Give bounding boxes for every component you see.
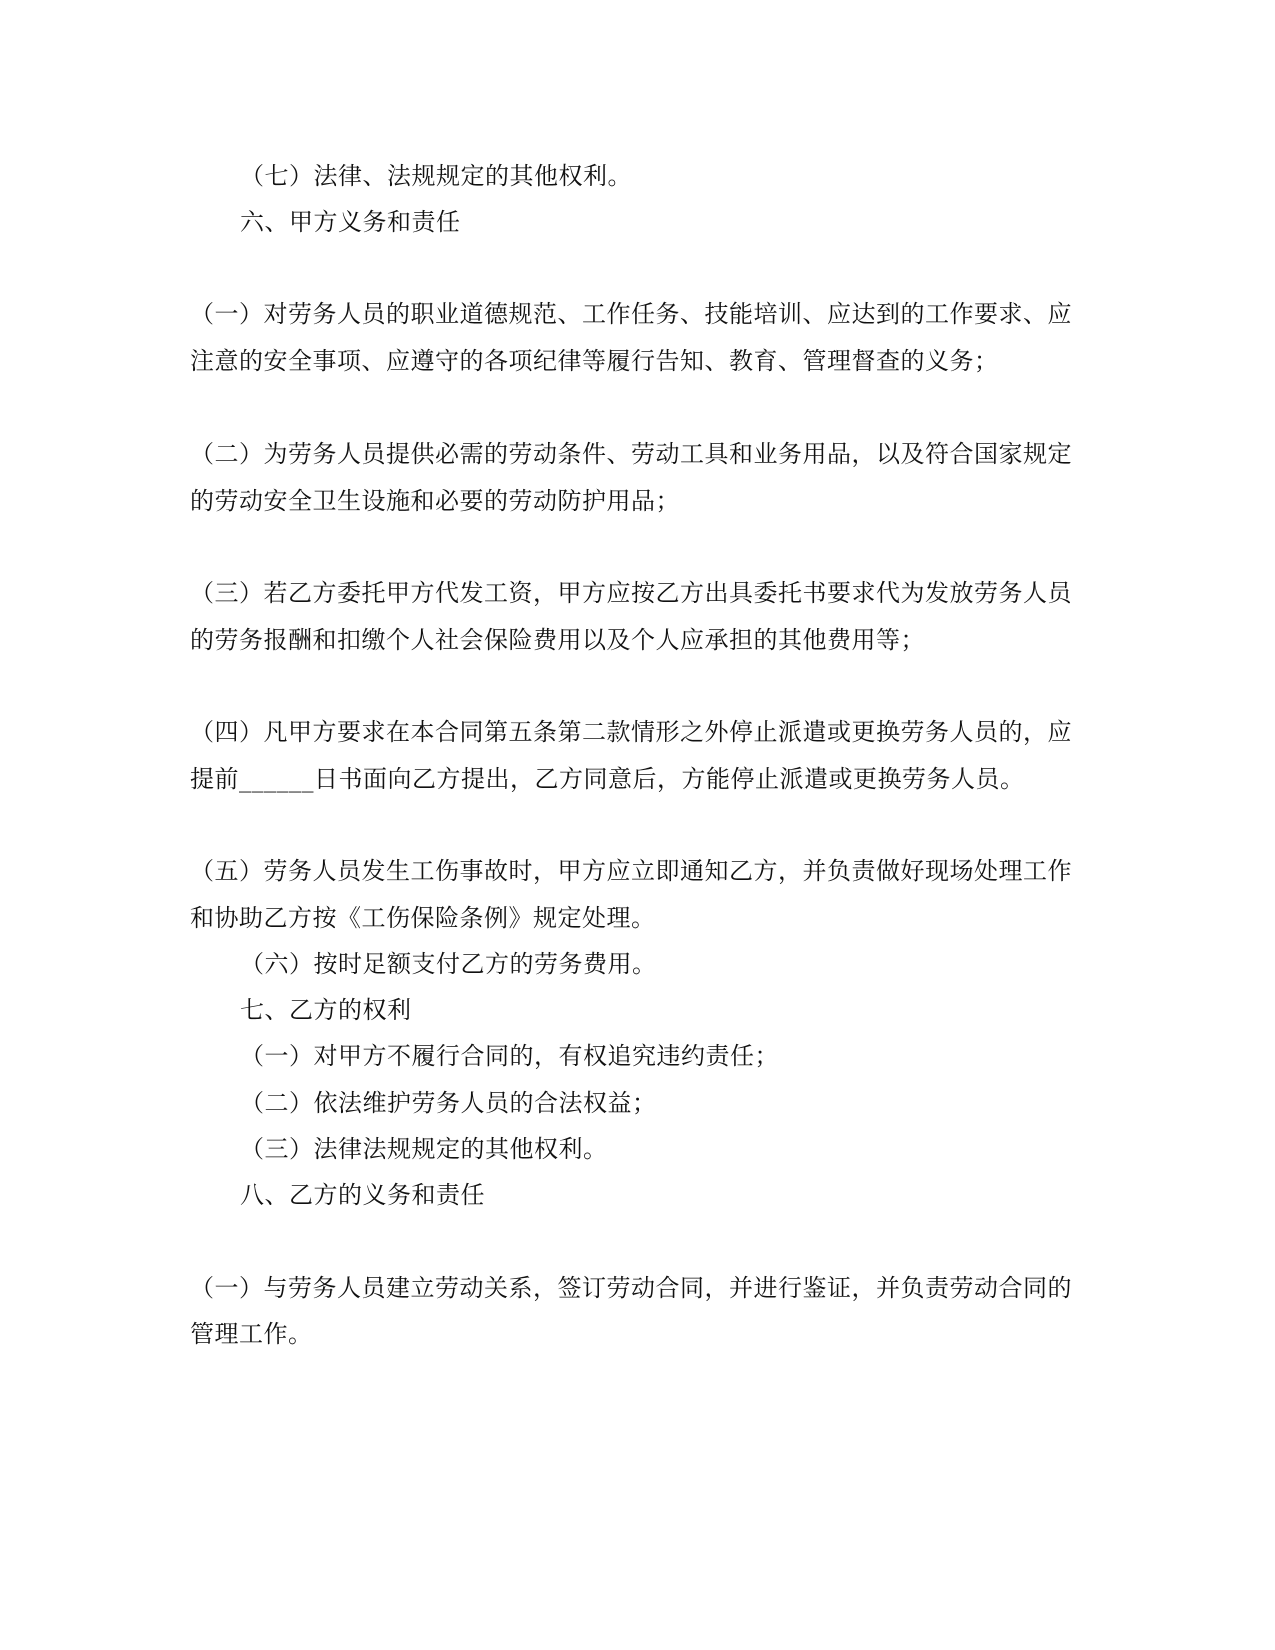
section-heading: 六、甲方义务和责任 xyxy=(240,208,461,236)
section-heading: 七、乙方的权利 xyxy=(240,996,412,1024)
clause-line: 提前______日书面向乙方提出，乙方同意后，方能停止派遣或更换劳务人员。 xyxy=(190,765,1025,793)
clause-line: （六）按时足额支付乙方的劳务费用。 xyxy=(240,950,657,978)
clause-line: （一）对甲方不履行合同的，有权追究违约责任； xyxy=(240,1042,779,1070)
clause-line: （二）依法维护劳务人员的合法权益； xyxy=(240,1089,657,1117)
clause-line: （一）对劳务人员的职业道德规范、工作任务、技能培训、应达到的工作要求、应 xyxy=(190,300,1072,328)
clause-line: （三）法律法规规定的其他权利。 xyxy=(240,1135,608,1163)
section-heading: 八、乙方的义务和责任 xyxy=(240,1181,485,1209)
clause-line: （五）劳务人员发生工伤事故时，甲方应立即通知乙方，并负责做好现场处理工作 xyxy=(190,857,1072,885)
clause-line: （一）与劳务人员建立劳动关系，签订劳动合同，并进行鉴证，并负责劳动合同的 xyxy=(190,1274,1072,1302)
clause-line: （二）为劳务人员提供必需的劳动条件、劳动工具和业务用品，以及符合国家规定 xyxy=(190,440,1072,468)
clause-line: 注意的安全事项、应遵守的各项纪律等履行告知、教育、管理督查的义务； xyxy=(190,347,999,375)
clause-line: 和协助乙方按《工伤保险条例》规定处理。 xyxy=(190,904,656,932)
clause-line: 的劳务报酬和扣缴个人社会保险费用以及个人应承担的其他费用等； xyxy=(190,626,925,654)
clause-line: （四）凡甲方要求在本合同第五条第二款情形之外停止派遣或更换劳务人员的，应 xyxy=(190,718,1072,746)
clause-line: （七）法律、法规规定的其他权利。 xyxy=(240,162,632,190)
clause-line: （三）若乙方委托甲方代发工资，甲方应按乙方出具委托书要求代为发放劳务人员 xyxy=(190,579,1072,607)
clause-line: 管理工作。 xyxy=(190,1320,313,1348)
clause-line: 的劳动安全卫生设施和必要的劳动防护用品； xyxy=(190,487,680,515)
